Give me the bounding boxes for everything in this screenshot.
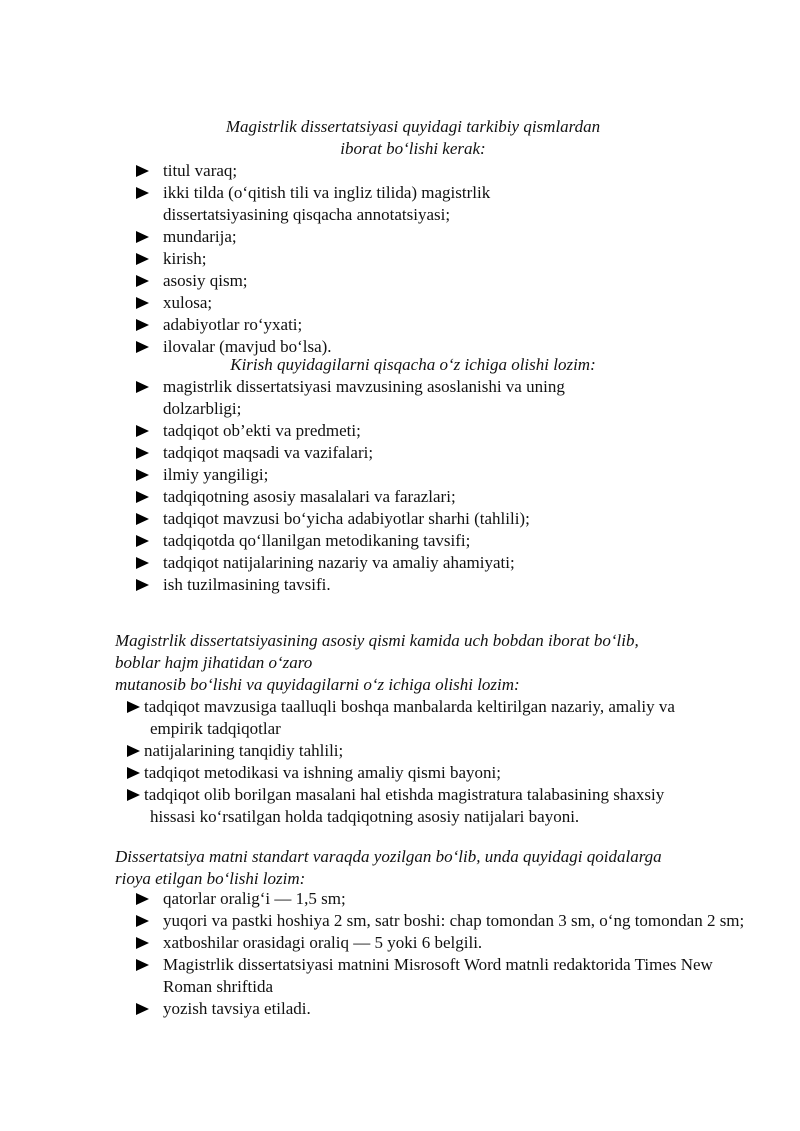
bullet-triangle-icon: [136, 915, 149, 927]
bullet-triangle-icon: [136, 557, 149, 569]
bullet-triangle-icon: [136, 513, 149, 525]
bullet-triangle-icon: [136, 579, 149, 591]
intro-line: rioya etilgan bo‘lishi lozim:: [115, 869, 306, 888]
heading-line: Kirish quyidagilarni qisqacha o‘z ichiga olishi lozim:: [230, 355, 596, 374]
bullet-triangle-icon: [136, 319, 149, 331]
formatting-intro: [115, 846, 735, 890]
list-item: tadqiqot olib borilgan masalani hal etishda magistratura talabasining shaxsiy hissasi ko‘rsatilgan holda tadqiqotning asosiy natijalari bayoni.: [127, 784, 747, 828]
bullet-triangle-icon: [136, 297, 149, 309]
list-item: tadqiqotda qo‘llanilgan metodikaning tavsifi;: [136, 530, 616, 552]
list-item: xatboshilar orasidagi oraliq — 5 yoki 6 belgili.: [136, 932, 756, 954]
bullet-triangle-icon: [136, 425, 149, 437]
introduction-list: [136, 376, 616, 596]
list-item: ilmiy yangiligi;: [136, 464, 616, 486]
bullet-triangle-icon: [136, 341, 149, 353]
list-item: yuqori va pastki hoshiya 2 sm, satr boshi: chap tomondan 3 sm, o‘ng tomondan 2 sm;: [136, 910, 756, 932]
bullet-triangle-icon: [127, 789, 140, 801]
list-item: yozish tavsiya etiladi.: [136, 998, 756, 1020]
list-item: titul varaq;: [136, 160, 586, 182]
formatting-list: [136, 888, 756, 1020]
heading-line: Magistrlik dissertatsiyasi quyidagi tarkibiy qismlardan: [225, 117, 601, 136]
intro-line: Dissertatsiya matni standart varaqda yozilgan bo‘lib, unda quyidagi qoidalarga: [115, 847, 662, 866]
list-item: adabiyotlar ro‘yxati;: [136, 314, 586, 336]
list-item: natijalarining tanqidiy tahlili;: [127, 740, 747, 762]
bullet-triangle-icon: [127, 745, 140, 757]
bullet-triangle-icon: [136, 893, 149, 905]
list-item: Magistrlik dissertatsiyasi matnini Misrosoft Word matnli redaktorida Times New Roman shriftida: [136, 954, 756, 998]
list-item: xulosa;: [136, 292, 586, 314]
list-item: tadqiqot ob’ekti va predmeti;: [136, 420, 616, 442]
list-item: tadqiqotning asosiy masalalari va farazlari;: [136, 486, 616, 508]
list-item: magistrlik dissertatsiyasi mavzusining asoslanishi va uning dolzarbligi;: [136, 376, 616, 420]
list-item: mundarija;: [136, 226, 586, 248]
bullet-triangle-icon: [136, 187, 149, 199]
bullet-triangle-icon: [136, 535, 149, 547]
bullet-triangle-icon: [136, 1003, 149, 1015]
bullet-triangle-icon: [136, 253, 149, 265]
bullet-triangle-icon: [127, 701, 140, 713]
list-item: tadqiqot mavzusiga taalluqli boshqa manbalarda keltirilgan nazariy, amaliy va empirik tadqiqotlar: [127, 696, 747, 740]
intro-line: Magistrlik dissertatsiyasining asosiy qismi kamida uch bobdan iborat bo‘lib,: [115, 631, 639, 650]
heading-line: iborat bo‘lishi kerak:: [340, 139, 486, 158]
bullet-triangle-icon: [136, 469, 149, 481]
list-item: ikki tilda (o‘qitish tili va ingliz tilida) magistrlik dissertatsiyasining qisqacha annotatsiyasi;: [136, 182, 586, 226]
bullet-triangle-icon: [136, 165, 149, 177]
list-item: ish tuzilmasining tavsifi.: [136, 574, 616, 596]
main-part-intro: [115, 630, 735, 696]
bullet-triangle-icon: [136, 491, 149, 503]
bullet-triangle-icon: [136, 937, 149, 949]
list-item: tadqiqot mavzusi bo‘yicha adabiyotlar sharhi (tahlili);: [136, 508, 616, 530]
main-part-list: [127, 696, 747, 828]
bullet-triangle-icon: [127, 767, 140, 779]
list-item: kirish;: [136, 248, 586, 270]
section-heading-introduction: [100, 354, 726, 376]
list-item: tadqiqot natijalarining nazariy va amaliy ahamiyati;: [136, 552, 616, 574]
bullet-triangle-icon: [136, 231, 149, 243]
bullet-triangle-icon: [136, 447, 149, 459]
intro-line: boblar hajm jihatidan o‘zaro: [115, 653, 313, 672]
bullet-triangle-icon: [136, 959, 149, 971]
list-item: qatorlar oralig‘i — 1,5 sm;: [136, 888, 756, 910]
bullet-triangle-icon: [136, 381, 149, 393]
list-item: tadqiqot maqsadi va vazifalari;: [136, 442, 616, 464]
bullet-triangle-icon: [136, 275, 149, 287]
list-item: tadqiqot metodikasi va ishning amaliy qismi bayoni;: [127, 762, 747, 784]
list-item: asosiy qism;: [136, 270, 586, 292]
structure-list: [136, 160, 586, 358]
list-item: ilovalar (mavjud bo‘lsa).: [136, 336, 586, 358]
section-heading-structure: [100, 116, 726, 160]
intro-line: mutanosib bo‘lishi va quyidagilarni o‘z ichiga olishi lozim:: [115, 675, 520, 694]
